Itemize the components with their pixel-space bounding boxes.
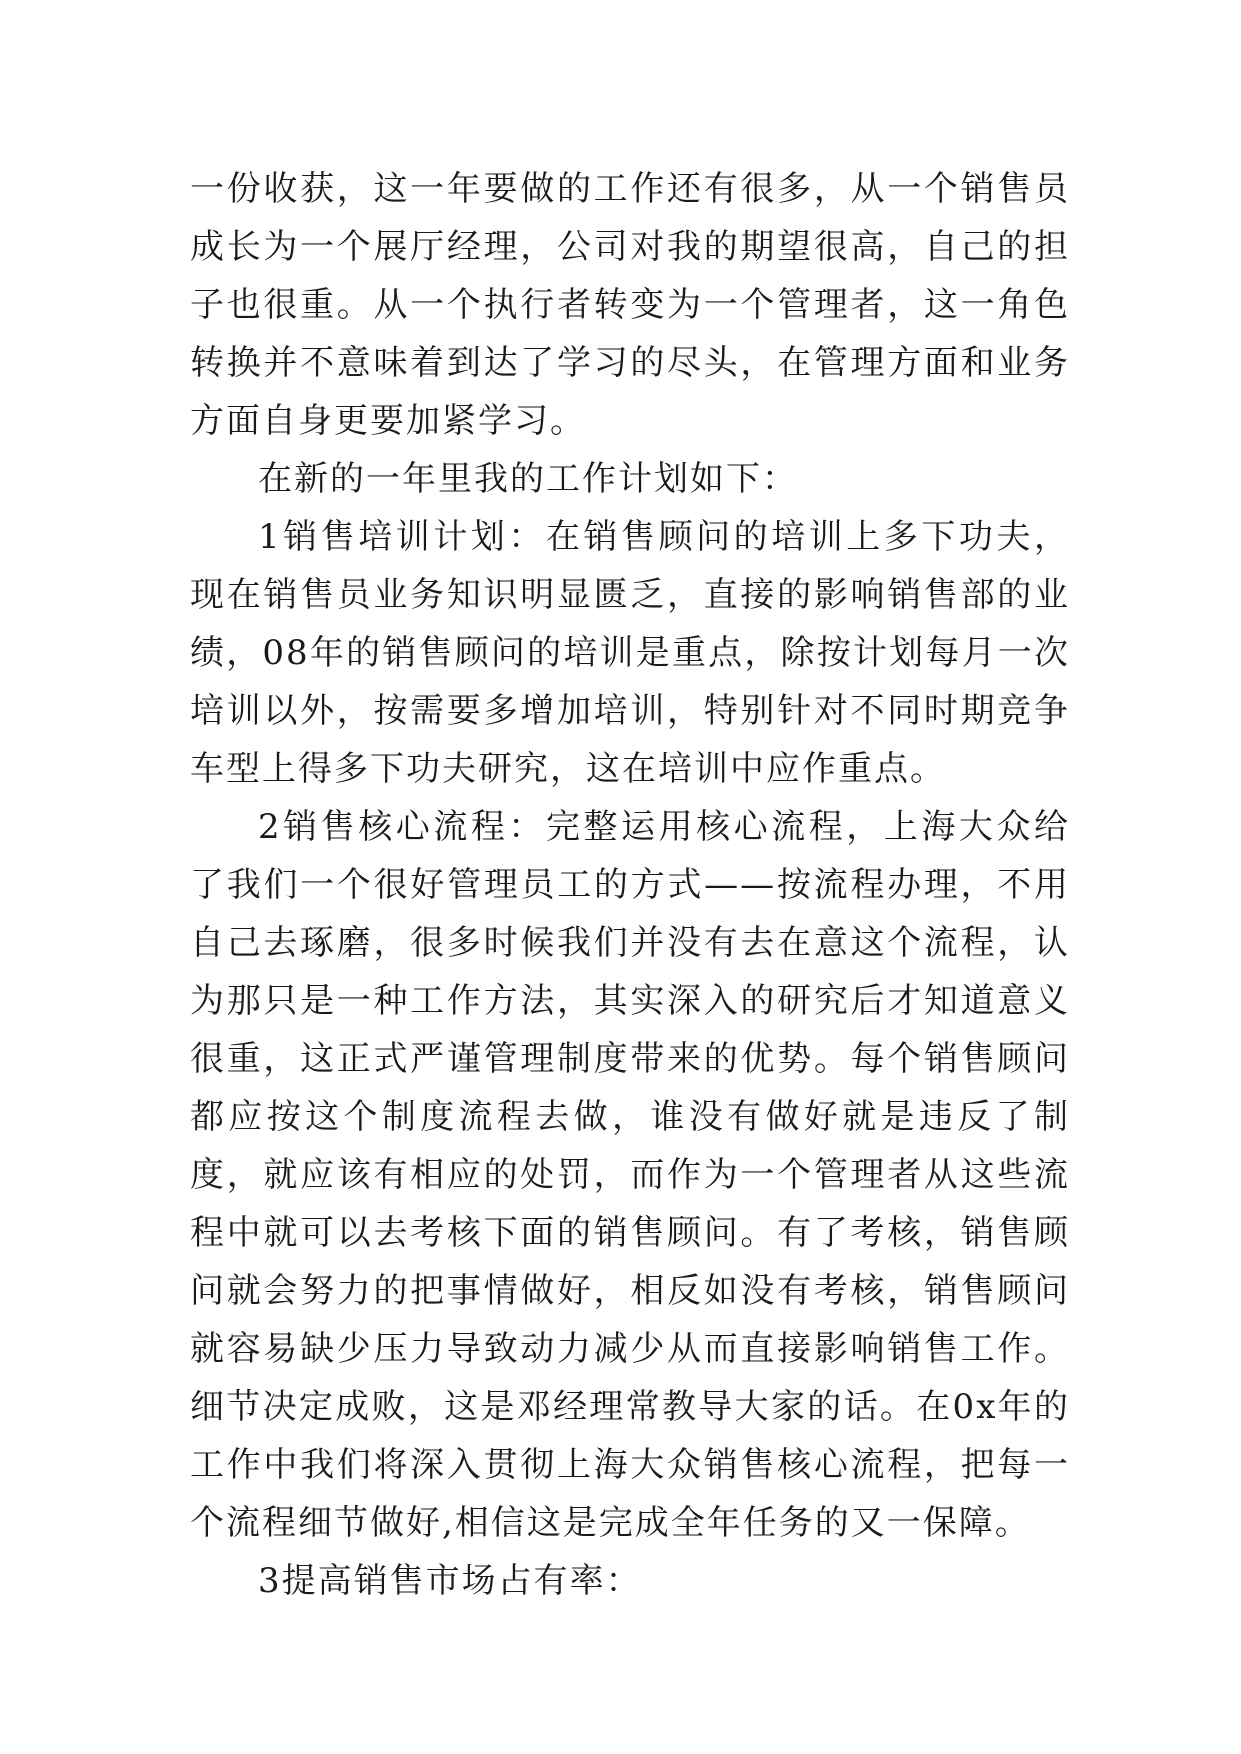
- paragraph-sales-training: 1销售培训计划：在销售顾问的培训上多下功夫，现在销售员业务知识明显匮乏，直接的影响销售部的业绩，08年的销售顾问的培训是重点，除按计划每月一次培训以外，按需要多增加培训，特别针对不同时期竞争车型上得多下功夫研究，这在培训中应作重点。: [190, 517, 1070, 789]
- document-body: [190, 160, 1070, 1610]
- paragraph-core-process: 2销售核心流程：完整运用核心流程，上海大众给了我们一个很好管理员工的方式——按流程办理，不用自己去琢磨，很多时候我们并没有去在意这个流程，认为那只是一种工作方法，其实深入的研究后才知道意义很重，这正式严谨管理制度带来的优势。每个销售顾问都应按这个制度流程去做，谁没有做好就是违反了制度，就应该有相应的处罚，而作为一个管理者从这些流程中就可以去考核下面的销售顾问。有了考核，销售顾问就会努力的把事情做好，相反如没有考核，销售顾问就容易缺少压力导致动力减少从而直接影响销售工作。细节决定成败，这是邓经理常教导大家的话。在0x年的工作中我们将深入贯彻上海大众销售核心流程，把每一个流程细节做好,相信这是完成全年任务的又一保障。: [190, 807, 1070, 1543]
- paragraph-market-share: 3提高销售市场占有率：: [258, 1561, 642, 1601]
- paragraph-plan-heading: 在新的一年里我的工作计划如下：: [258, 459, 798, 499]
- paragraph-intro: 一份收获，这一年要做的工作还有很多，从一个销售员成长为一个展厅经理，公司对我的期望很高，自己的担子也很重。从一个执行者转变为一个管理者，这一角色转换并不意味着到达了学习的尽头，在管理方面和业务方面自身更要加紧学习。: [190, 169, 1070, 441]
